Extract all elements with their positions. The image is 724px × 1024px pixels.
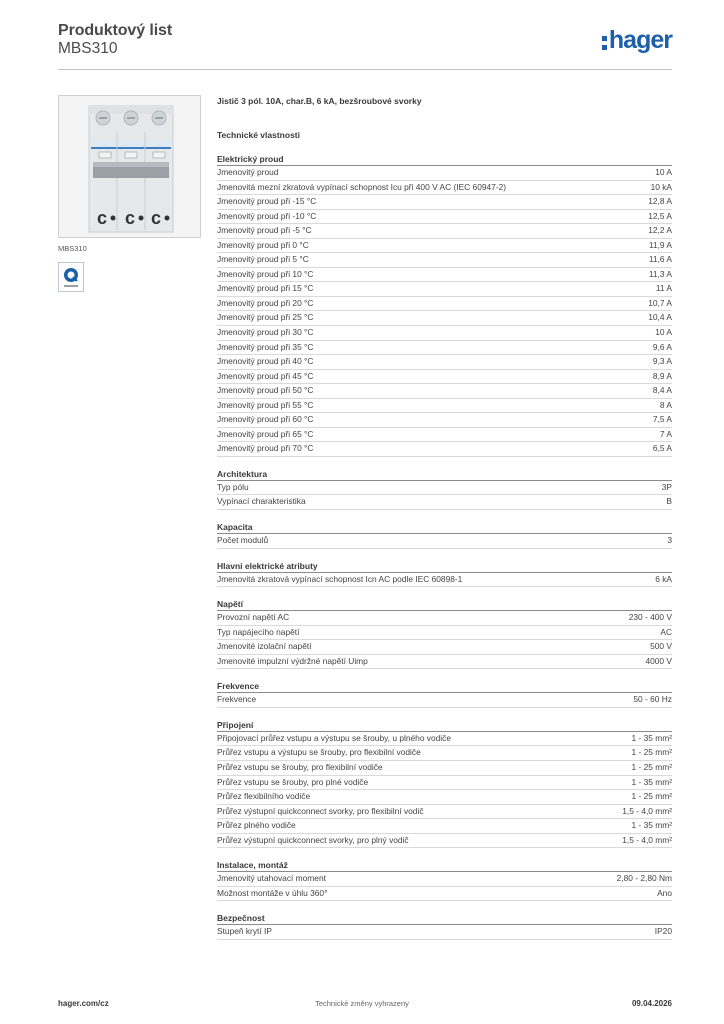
spec-value: 1 - 35 mm² [631, 820, 672, 831]
spec-row [217, 655, 672, 670]
spec-row [217, 805, 672, 820]
spec-section [217, 559, 672, 588]
footer-disclaimer: Technické změny vyhrazeny [315, 999, 409, 1008]
spec-label: Jmenovitý proud při 45 °C [217, 370, 314, 381]
spec-section [217, 597, 672, 669]
spec-value: 11,9 A [648, 239, 672, 250]
spec-label: Frekvence [217, 694, 257, 705]
svg-text:c: c [125, 208, 136, 228]
spec-row [217, 355, 672, 370]
spec-row [217, 268, 672, 283]
spec-value: 50 - 60 Hz [633, 694, 672, 705]
spec-row [217, 413, 672, 428]
spec-label: Jmenovitý proud při -15 °C [217, 196, 317, 207]
spec-section [217, 718, 672, 848]
spec-value: 1 - 25 mm² [631, 747, 672, 758]
header-divider [58, 69, 672, 70]
product-image [58, 95, 201, 238]
spec-label: Jmenovitý proud při 50 °C [217, 385, 314, 396]
spec-row [217, 195, 672, 210]
spec-value: 230 - 400 V [628, 612, 672, 623]
page-title: Produktový list [58, 22, 173, 39]
spec-label: Jmenovitá mezní zkratová vypínací schopnost Icu při 400 V AC (IEC 60947-2) [217, 181, 507, 192]
spec-label: Jmenovitý utahovací moment [217, 873, 326, 884]
spec-label: Počet modulů [217, 535, 269, 546]
spec-label: Jmenovitý proud při -10 °C [217, 210, 317, 221]
spec-label: Typ napájecího napětí [217, 626, 300, 637]
spec-label: Jmenovitý proud [217, 167, 279, 177]
spec-label: Možnost montáže v úhlu 360° [217, 887, 328, 898]
spec-row [217, 239, 672, 254]
spec-value: 10 A [655, 327, 672, 338]
spec-row [217, 776, 672, 791]
spec-value: Ano [657, 887, 672, 898]
spec-row [217, 746, 672, 761]
spec-label: Průřez výstupní quickconnect svorky, pro plný vodič [217, 834, 409, 845]
spec-row [217, 384, 672, 399]
section-title: Frekvence [217, 679, 672, 693]
spec-label: Typ pólu [217, 481, 249, 492]
spec-value: 1 - 35 mm² [631, 732, 672, 743]
spec-value: 500 V [650, 641, 672, 652]
spec-label: Jmenovitý proud při 0 °C [217, 239, 309, 250]
spec-value: 12,2 A [648, 225, 672, 236]
spec-section [217, 679, 672, 708]
spec-row [217, 370, 672, 385]
spec-row [217, 442, 672, 457]
section-title: Elektrický proud [217, 152, 672, 166]
spec-value: 1,5 - 4,0 mm² [622, 834, 672, 845]
spec-row [217, 224, 672, 239]
image-caption: MBS310 [58, 244, 87, 253]
spec-row [217, 428, 672, 443]
spec-value: B [666, 496, 672, 507]
spec-value: 10,4 A [648, 312, 672, 323]
spec-row [217, 640, 672, 655]
spec-label: Jmenovitý proud při 40 °C [217, 356, 314, 367]
spec-value: 1,5 - 4,0 mm² [622, 805, 672, 816]
spec-label: Průřez vstupu se šrouby, pro plné vodiče [217, 776, 369, 787]
spec-label: Jmenovitý proud při 30 °C [217, 327, 314, 338]
spec-value: 7 A [659, 428, 672, 439]
spec-value: 11,6 A [648, 254, 672, 265]
spec-value: 4000 V [645, 655, 672, 666]
spec-value: 11,3 A [648, 268, 672, 279]
spec-label: Průřez plného vodiče [217, 820, 296, 831]
spec-section [217, 858, 672, 901]
spec-label: Průřez vstupu a výstupu se šrouby, pro flexibilní vodiče [217, 747, 421, 758]
spec-row [217, 887, 672, 902]
spec-row [217, 573, 672, 588]
spec-row [217, 481, 672, 496]
spec-row [217, 311, 672, 326]
spec-row [217, 626, 672, 641]
spec-value: 1 - 25 mm² [631, 791, 672, 802]
circuit-breaker-icon [59, 96, 200, 237]
spec-label: Průřez vstupu se šrouby, pro flexibilní vodiče [217, 761, 383, 772]
footer-website-link[interactable]: hager.com/cz [58, 999, 109, 1008]
spec-value: 1 - 25 mm² [631, 761, 672, 772]
spec-value: 8 A [659, 399, 672, 410]
spec-label: Připojovací průřez vstupu a výstupu se šrouby, u plného vodiče [217, 732, 452, 743]
spec-row [217, 611, 672, 626]
spec-row [217, 872, 672, 887]
spec-value: 8,9 A [652, 370, 672, 381]
spec-row [217, 210, 672, 225]
spec-row [217, 834, 672, 849]
spec-label: Jmenovitý proud při 65 °C [217, 428, 314, 439]
spec-value: 9,3 A [652, 356, 672, 367]
spec-row [217, 399, 672, 414]
spec-value: 10,7 A [648, 297, 672, 308]
spec-label: Jmenovitá zkratová vypínací schopnost Icn AC podle IEC 60898-1 [217, 573, 463, 584]
section-title: Napětí [217, 597, 672, 611]
spec-label: Vypínací charakteristika [217, 496, 306, 507]
spec-label: Jmenovitý proud při 5 °C [217, 254, 309, 265]
spec-row [217, 925, 672, 940]
spec-value: 6,5 A [652, 443, 672, 454]
logo-colon-icon [602, 36, 607, 50]
spec-label: Jmenovitý proud při 60 °C [217, 414, 314, 425]
spec-label: Provozní napětí AC [217, 612, 290, 623]
tech-properties-title: Technické vlastnosti [217, 130, 300, 140]
spec-value: 2,80 - 2,80 Nm [616, 873, 672, 884]
spec-label: Stupeň krytí IP [217, 926, 272, 937]
spec-row [217, 282, 672, 297]
spec-label: Jmenovité impulzní výdržné napětí Uimp [217, 655, 368, 666]
spec-value: 7,5 A [652, 414, 672, 425]
section-title: Kapacita [217, 520, 672, 534]
logo-text: hager [608, 26, 672, 54]
svg-text:c: c [97, 208, 108, 228]
spec-section [217, 152, 672, 457]
spec-row [217, 819, 672, 834]
spec-value: 10 kA [650, 181, 672, 192]
spec-value: 10 A [655, 167, 672, 177]
product-description: Jistič 3 pól. 10A, char.B, 6 kA, bezšroubové svorky [217, 96, 422, 106]
spec-value: 3P [661, 481, 672, 492]
spec-row [217, 790, 672, 805]
spec-value: AC [660, 626, 672, 637]
spec-section [217, 467, 672, 510]
spec-row [217, 534, 672, 549]
spec-row [217, 693, 672, 708]
spec-sections [217, 152, 672, 940]
section-title: Architektura [217, 467, 672, 481]
spec-row [217, 297, 672, 312]
spec-label: Jmenovitý proud při 70 °C [217, 443, 314, 454]
specifications [217, 96, 672, 950]
spec-label: Jmenovitý proud při 35 °C [217, 341, 314, 352]
spec-label: Jmenovitý proud při 10 °C [217, 268, 314, 279]
section-title: Instalace, montáž [217, 858, 672, 872]
spec-value: 12,5 A [648, 210, 672, 221]
spec-row [217, 253, 672, 268]
spec-value: 9,6 A [652, 341, 672, 352]
hager-logo[interactable] [602, 26, 672, 55]
spec-label: Jmenovitý proud při -5 °C [217, 225, 312, 236]
quality-mark-icon [58, 262, 84, 292]
footer-date: 09.04.2026 [631, 999, 672, 1008]
spec-value: 6 kA [655, 573, 672, 584]
spec-row [217, 166, 672, 181]
spec-row [217, 181, 672, 196]
section-title: Bezpečnost [217, 911, 672, 925]
spec-section [217, 520, 672, 549]
spec-value: 11 A [655, 283, 672, 294]
spec-label: Jmenovitý proud při 25 °C [217, 312, 314, 323]
spec-row [217, 732, 672, 747]
spec-value: 12,8 A [648, 196, 672, 207]
spec-value: 3 [667, 535, 672, 546]
section-title: Hlavní elektrické atributy [217, 559, 672, 573]
spec-label: Jmenovité izolační napětí [217, 641, 312, 652]
spec-label: Průřez flexibilního vodiče [217, 791, 311, 802]
spec-label: Jmenovitý proud při 20 °C [217, 297, 314, 308]
spec-value: 1 - 35 mm² [631, 776, 672, 787]
spec-label: Průřez výstupní quickconnect svorky, pro flexibilní vodič [217, 805, 424, 816]
product-code: MBS310 [58, 40, 118, 57]
spec-label: Jmenovitý proud při 55 °C [217, 399, 314, 410]
spec-row [217, 326, 672, 341]
section-title: Připojení [217, 718, 672, 732]
spec-row [217, 495, 672, 510]
spec-value: 8,4 A [652, 385, 672, 396]
spec-section [217, 911, 672, 940]
svg-text:c: c [151, 208, 162, 228]
spec-label: Jmenovitý proud při 15 °C [217, 283, 314, 294]
spec-value: IP20 [654, 926, 672, 937]
spec-row [217, 341, 672, 356]
spec-row [217, 761, 672, 776]
